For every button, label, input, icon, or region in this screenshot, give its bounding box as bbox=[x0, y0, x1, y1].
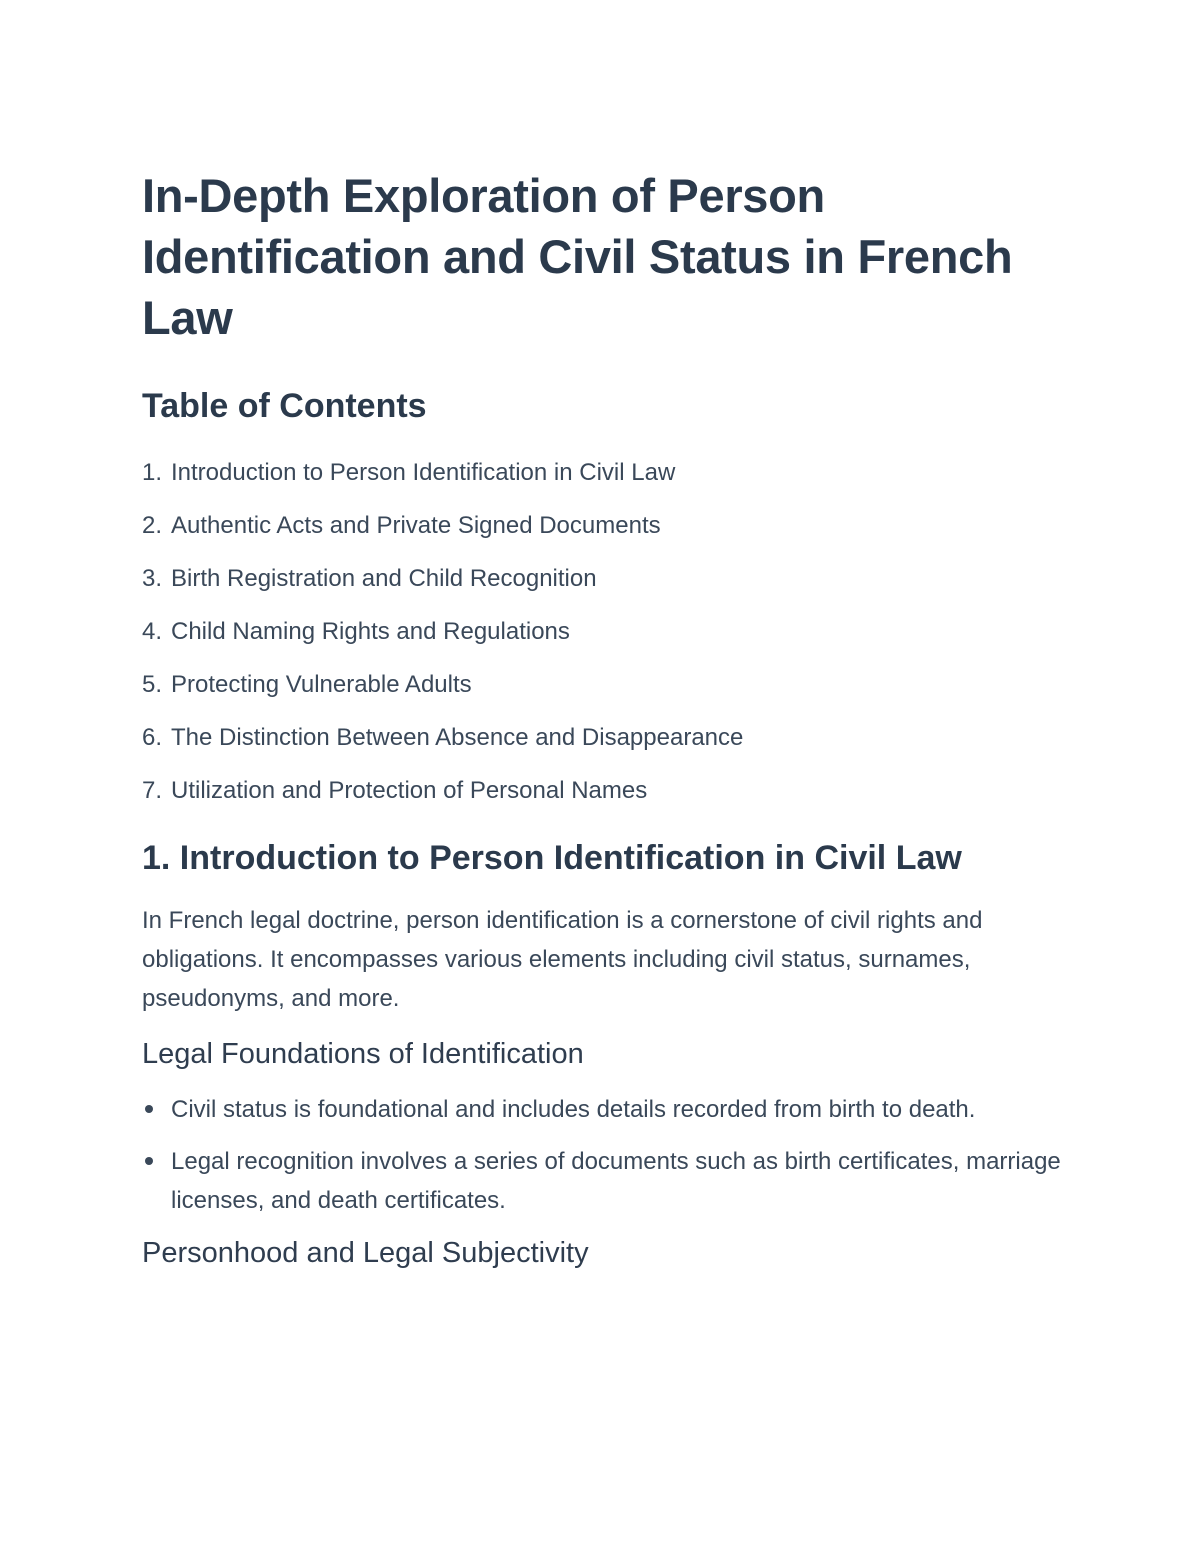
toc-number: 3. bbox=[142, 565, 163, 592]
toc-label: Protecting Vulnerable Adults bbox=[171, 671, 472, 698]
list-item-text: Civil status is foundational and includes details recorded from birth to death. bbox=[171, 1096, 976, 1123]
toc-heading: Table of Contents bbox=[142, 387, 427, 425]
toc-number: 5. bbox=[142, 671, 163, 698]
toc-item-3[interactable] bbox=[142, 552, 1062, 605]
subsection-heading: Personhood and Legal Subjectivity bbox=[142, 1237, 589, 1269]
toc-number: 4. bbox=[142, 618, 163, 645]
table-of-contents bbox=[142, 446, 1062, 817]
list-item-text: Legal recognition involves a series of documents such as birth certificates, marriage licenses, and death certificates. bbox=[171, 1148, 1061, 1214]
toc-number: 2. bbox=[142, 512, 163, 539]
toc-number: 7. bbox=[142, 777, 163, 804]
section-heading: 1. Introduction to Person Identification in Civil Law bbox=[142, 839, 962, 877]
toc-item-5[interactable] bbox=[142, 658, 1062, 711]
toc-number: 1. bbox=[142, 459, 163, 486]
toc-item-6[interactable] bbox=[142, 711, 1062, 764]
toc-item-4[interactable] bbox=[142, 605, 1062, 658]
toc-item-2[interactable] bbox=[142, 499, 1062, 552]
bullet-icon bbox=[145, 1105, 153, 1113]
toc-number: 6. bbox=[142, 724, 163, 751]
document-title: In-Depth Exploration of Person Identification and Civil Status in French Law bbox=[142, 169, 1013, 344]
toc-item-7[interactable] bbox=[142, 764, 1062, 817]
section-intro-paragraph: In French legal doctrine, person identification is a cornerstone of civil rights and obligations. It encompasses various elements including civil status, surnames, pseudonyms, and more. bbox=[142, 907, 983, 1012]
list-item bbox=[142, 1142, 1062, 1220]
toc-label: Introduction to Person Identification in Civil Law bbox=[171, 459, 676, 486]
toc-label: Birth Registration and Child Recognition bbox=[171, 565, 597, 592]
bullet-icon bbox=[145, 1157, 153, 1165]
toc-label: The Distinction Between Absence and Disappearance bbox=[171, 724, 744, 751]
document-page bbox=[142, 165, 1062, 1273]
toc-label: Child Naming Rights and Regulations bbox=[171, 618, 570, 645]
bullet-list bbox=[142, 1090, 1062, 1220]
list-item bbox=[142, 1090, 1062, 1129]
subsection-heading: Legal Foundations of Identification bbox=[142, 1038, 584, 1070]
toc-label: Utilization and Protection of Personal Names bbox=[171, 777, 648, 804]
toc-label: Authentic Acts and Private Signed Documents bbox=[171, 512, 661, 539]
toc-item-1[interactable] bbox=[142, 446, 1062, 499]
